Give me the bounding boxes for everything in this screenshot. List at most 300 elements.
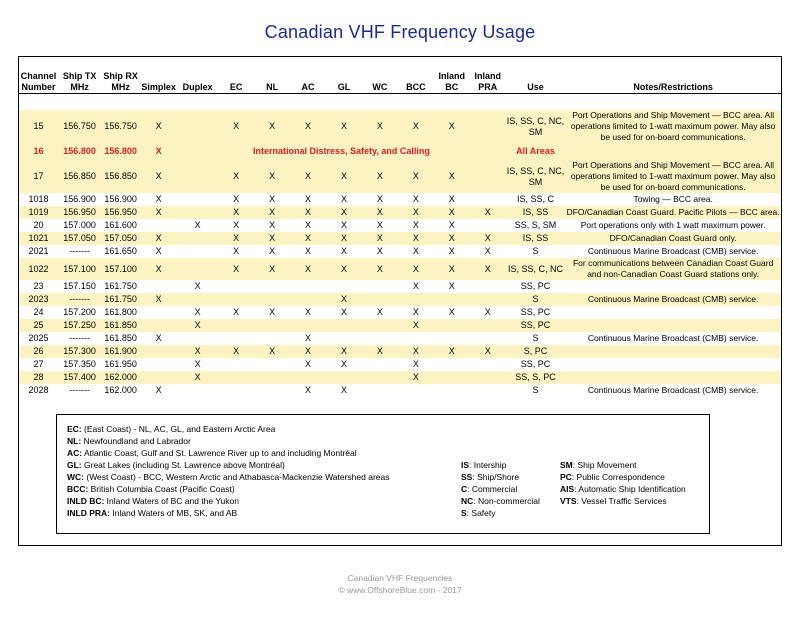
cell-duplex (177, 332, 218, 345)
col-header-ship-tx: Ship TX MHz (58, 67, 101, 94)
cell-ec (218, 280, 254, 293)
legend-text: : Ship/Shore (472, 472, 520, 482)
legend-abbr: IS (461, 460, 470, 470)
table-row (19, 219, 781, 232)
cell-channel: 24 (33, 307, 44, 317)
cell-ec (218, 332, 254, 345)
legend-item (560, 483, 686, 495)
cell-notes: Port operations only with 1 watt maximum power. (580, 220, 766, 230)
table-row (19, 293, 781, 306)
cell-nl: X (254, 160, 290, 193)
cell-gl (326, 371, 362, 384)
table-row (19, 193, 781, 206)
cell-use: IS, SS (506, 232, 566, 245)
table-row (19, 384, 781, 397)
cell-duplex: X (194, 281, 201, 291)
cell-wc (362, 293, 398, 306)
cell-ipra: X (484, 246, 491, 256)
legend-item (560, 459, 686, 471)
cell-wc (362, 384, 398, 397)
cell-ibc: X (448, 281, 455, 291)
legend-item (67, 435, 390, 447)
legend-item (67, 495, 390, 507)
cell-nl: X (269, 194, 276, 204)
table-row (19, 143, 781, 160)
cell-nl: X (269, 246, 276, 256)
cell-notes: Continuous Marine Broadcast (CMB) service. (587, 385, 759, 395)
cell-use: S (532, 333, 539, 343)
legend-abbr: NL: (67, 436, 82, 446)
col-header-wc: WC (362, 67, 398, 94)
cell-ship-rx: 157.050 (101, 232, 140, 245)
cell-simplex: X (140, 258, 177, 280)
legend-text: Newfoundland and Labrador (81, 436, 191, 446)
cell-use: SS, PC (520, 281, 551, 291)
cell-simplex: X (155, 385, 162, 395)
cell-wc (362, 358, 398, 371)
cell-simplex: X (140, 206, 177, 219)
cell-channel: 26 (19, 345, 58, 358)
cell-ipra: X (470, 345, 506, 358)
cell-nl (254, 319, 290, 332)
cell-duplex (177, 245, 218, 258)
cell-channel: 1021 (19, 232, 58, 245)
cell-nl (254, 332, 290, 345)
col-header-inland-bc: Inland BC (434, 67, 470, 94)
col-header-ec: EC (218, 67, 254, 94)
legend-areas (67, 423, 390, 519)
cell-notes (565, 280, 781, 293)
col-header-ac: AC (290, 67, 326, 94)
cell-wc: X (362, 345, 398, 358)
cell-duplex (177, 193, 218, 206)
cell-simplex: X (155, 333, 162, 343)
cell-bcc (398, 384, 434, 397)
cell-duplex (177, 206, 218, 219)
cell-distress-span: International Distress, Safety, and Calling (177, 143, 506, 160)
cell-ac: X (290, 345, 326, 358)
cell-ship-tx: 156.800 (58, 143, 101, 160)
cell-ac (290, 371, 326, 384)
cell-ipra: X (470, 232, 506, 245)
cell-simplex: X (140, 143, 177, 160)
legend-text: : Vessel Traffic Services (576, 496, 667, 506)
cell-simplex: X (155, 194, 162, 204)
cell-gl: X (340, 307, 347, 317)
legend-abbr: VTS (560, 496, 577, 506)
cell-bcc: X (412, 246, 419, 256)
cell-duplex (177, 160, 218, 193)
cell-ship-rx: 161.900 (101, 345, 140, 358)
table-row (19, 319, 781, 332)
cell-ibc (434, 319, 470, 332)
cell-ibc (434, 384, 470, 397)
cell-ibc: X (434, 206, 470, 219)
cell-ec: X (233, 220, 240, 230)
cell-simplex: X (140, 160, 177, 193)
col-header-ship-rx: Ship RX MHz (101, 67, 140, 94)
legend-abbr: EC: (67, 424, 82, 434)
cell-channel: 28 (19, 371, 58, 384)
cell-wc: X (376, 246, 383, 256)
cell-ibc (434, 332, 470, 345)
cell-ship-tx: 157.400 (58, 371, 101, 384)
cell-ship-tx: 156.750 (58, 110, 101, 143)
cell-ship-rx: 156.900 (104, 194, 137, 204)
cell-duplex (177, 293, 218, 306)
cell-channel: 2021 (28, 246, 49, 256)
col-header-simplex: Simplex (140, 67, 177, 94)
cell-use: IS, SS (506, 206, 566, 219)
cell-use: S (506, 293, 566, 306)
cell-notes (565, 358, 781, 371)
legend-abbr: AC: (67, 448, 83, 458)
cell-ibc (434, 371, 470, 384)
cell-ship-tx: 157.200 (63, 307, 96, 317)
cell-ship-tx: 157.350 (63, 359, 96, 369)
cell-gl: X (326, 258, 362, 280)
page-title: Canadian VHF Frequency Usage (264, 22, 536, 42)
cell-ipra (470, 293, 506, 306)
cell-nl: X (254, 232, 290, 245)
col-header-bcc: BCC (398, 67, 434, 94)
legend-abbr: SS (461, 472, 473, 482)
cell-channel: 1022 (19, 258, 58, 280)
cell-ship-tx: ------- (58, 293, 101, 306)
cell-gl: X (326, 110, 362, 143)
table-header-row (19, 67, 781, 94)
cell-ac: X (290, 258, 326, 280)
cell-duplex (177, 110, 218, 143)
cell-notes (565, 371, 781, 384)
cell-notes: DFO/Canadian Coast Guard. Pacific Pilots — BCC area. (566, 207, 780, 217)
cell-nl: X (254, 345, 290, 358)
legend-abbr: AIS (560, 484, 575, 494)
cell-ipra: X (470, 206, 506, 219)
legend-item (461, 495, 540, 507)
cell-duplex: X (194, 359, 201, 369)
cell-ship-tx: 157.100 (58, 258, 101, 280)
cell-notes: Port Operations and Ship Movement — BCC area. All operations limited to 1-watt maximum power. May also be used for on-board communications. (565, 110, 781, 143)
cell-bcc: X (412, 281, 419, 291)
cell-nl: X (254, 258, 290, 280)
legend-abbr: S (461, 508, 467, 518)
cell-bcc: X (412, 220, 419, 230)
legend-abbr: WC: (67, 472, 84, 482)
cell-simplex: X (140, 232, 177, 245)
legend-uses-left (461, 459, 540, 519)
legend-abbr: SM (560, 460, 573, 470)
cell-simplex (140, 371, 177, 384)
cell-ec (218, 371, 254, 384)
cell-bcc: X (398, 258, 434, 280)
legend-item (67, 423, 390, 435)
legend-item (560, 471, 686, 483)
legend-item (67, 471, 390, 483)
cell-use: SS, PC (506, 319, 566, 332)
legend-item (461, 471, 540, 483)
cell-ibc: X (434, 110, 470, 143)
cell-notes: Towing — BCC area. (633, 194, 713, 204)
cell-ship-rx: 162.000 (104, 385, 137, 395)
cell-ec: X (218, 110, 254, 143)
cell-ship-rx: 161.800 (104, 307, 137, 317)
cell-simplex: X (140, 110, 177, 143)
cell-ipra: X (484, 307, 491, 317)
cell-ec: X (233, 194, 240, 204)
cell-channel: 23 (33, 281, 44, 291)
footer-copyright: © www.OffshoreBlue.com - 2017 (338, 585, 462, 595)
cell-ibc: X (434, 258, 470, 280)
legend-abbr: PC (560, 472, 572, 482)
cell-duplex (177, 258, 218, 280)
cell-duplex: X (194, 307, 201, 317)
legend-item (461, 459, 540, 471)
legend-item (67, 507, 390, 519)
cell-ibc (434, 293, 470, 306)
cell-wc: X (362, 110, 398, 143)
cell-ibc: X (448, 246, 455, 256)
cell-ibc: X (434, 232, 470, 245)
cell-ibc: X (448, 307, 455, 317)
cell-notes: Continuous Marine Broadcast (CMB) service. (587, 333, 759, 343)
cell-wc: X (362, 258, 398, 280)
cell-ac: X (290, 110, 326, 143)
cell-channel: 27 (33, 359, 44, 369)
cell-use: IS, SS, C (516, 194, 554, 204)
cell-gl: X (340, 385, 347, 395)
cell-wc (362, 319, 398, 332)
legend-abbr: NC (461, 496, 474, 506)
cell-channel: 16 (19, 143, 58, 160)
cell-use: S (532, 246, 539, 256)
cell-wc: X (362, 232, 398, 245)
cell-simplex (140, 280, 177, 293)
cell-gl: X (326, 293, 362, 306)
cell-use: SS, PC (520, 307, 551, 317)
cell-nl (254, 358, 290, 371)
cell-ipra (470, 371, 506, 384)
legend-text: (East Coast) - NL, AC, GL, and Eastern Arctic Area (81, 424, 276, 434)
legend-text: (West Coast) - BCC, Western Arctic and Athabasca-Mackenzie Watershed areas (84, 472, 390, 482)
cell-ec (218, 293, 254, 306)
cell-ship-rx: 156.850 (101, 160, 140, 193)
table-row (19, 345, 781, 358)
cell-ipra (470, 280, 506, 293)
spacer-row (19, 94, 781, 111)
table-row (19, 206, 781, 219)
cell-ibc: X (448, 220, 455, 230)
legend-abbr: BCC: (67, 484, 89, 494)
cell-simplex (140, 345, 177, 358)
cell-ec: X (233, 246, 240, 256)
legend-item (560, 495, 686, 507)
cell-ship-rx: 162.000 (101, 371, 140, 384)
cell-duplex (177, 384, 218, 397)
col-header-channel: Channel Number (19, 67, 58, 94)
cell-ship-rx: 161.850 (104, 333, 137, 343)
cell-gl: X (340, 194, 347, 204)
cell-ibc: X (434, 160, 470, 193)
cell-nl: X (269, 220, 276, 230)
cell-gl (326, 332, 362, 345)
legend-text: Great Lakes (including St. Lawrence above Montréal) (81, 460, 285, 470)
legend-text: : Automatic Ship Identification (574, 484, 686, 494)
cell-ac (290, 319, 326, 332)
cell-ship-rx: 156.750 (101, 110, 140, 143)
legend-text: : Commercial (467, 484, 518, 494)
cell-use: SS, S, SM (514, 220, 557, 230)
cell-bcc: X (398, 110, 434, 143)
legend-abbr: C (461, 484, 468, 494)
cell-nl: X (254, 206, 290, 219)
cell-notes (565, 345, 781, 358)
cell-gl (326, 319, 362, 332)
legend-box (56, 414, 710, 534)
cell-bcc: X (412, 359, 419, 369)
cell-ipra (470, 160, 506, 193)
cell-use: All Areas (506, 143, 566, 160)
cell-ship-rx: 161.850 (101, 319, 140, 332)
cell-use: SS, PC (520, 359, 551, 369)
cell-ship-tx: ------- (69, 246, 91, 256)
cell-ipra (470, 384, 506, 397)
col-header-inland-pra: Inland PRA (470, 67, 506, 94)
cell-ec: X (218, 160, 254, 193)
cell-ship-rx: 157.100 (101, 258, 140, 280)
cell-ac: X (305, 333, 312, 343)
cell-nl: X (269, 307, 276, 317)
cell-channel: 17 (19, 160, 58, 193)
cell-channel: 2025 (28, 333, 49, 343)
cell-use: S, PC (506, 345, 566, 358)
cell-duplex: X (177, 319, 218, 332)
cell-ec: X (233, 307, 240, 317)
cell-channel: 2028 (28, 385, 49, 395)
footer (0, 572, 800, 596)
cell-ipra (470, 193, 506, 206)
table-row (19, 245, 781, 258)
legend-text: : Intership (469, 460, 507, 470)
table-row (19, 306, 781, 319)
cell-ship-rx: 161.750 (104, 281, 137, 291)
cell-bcc (398, 293, 434, 306)
legend-abbr: GL: (67, 460, 82, 470)
col-header-duplex: Duplex (177, 67, 218, 94)
cell-ec: X (218, 206, 254, 219)
cell-ship-rx: 156.800 (101, 143, 140, 160)
cell-ac: X (290, 160, 326, 193)
cell-ec (218, 358, 254, 371)
cell-duplex: X (177, 345, 218, 358)
cell-notes (565, 319, 781, 332)
cell-ibc: X (434, 345, 470, 358)
cell-notes: Continuous Marine Broadcast (CMB) service. (587, 246, 759, 256)
cell-nl (254, 293, 290, 306)
cell-notes (565, 143, 781, 160)
legend-item (461, 483, 540, 495)
cell-ship-rx: 161.650 (104, 246, 137, 256)
cell-ship-rx: 161.600 (104, 220, 137, 230)
cell-bcc: X (398, 371, 434, 384)
cell-ship-tx: 157.150 (63, 281, 96, 291)
legend-item (67, 459, 390, 471)
cell-ipra: X (470, 258, 506, 280)
cell-gl: X (326, 345, 362, 358)
cell-gl: X (326, 160, 362, 193)
cell-wc: X (362, 206, 398, 219)
cell-ac (290, 280, 326, 293)
table-row (19, 232, 781, 245)
legend-abbr: INLD BC: (67, 496, 105, 506)
cell-ipra (470, 319, 506, 332)
cell-gl: X (326, 206, 362, 219)
frequency-table (19, 67, 781, 397)
cell-ship-tx: ------- (69, 385, 91, 395)
cell-ipra (470, 358, 506, 371)
legend-item (461, 507, 540, 519)
legend-text: : Safety (466, 508, 496, 518)
cell-ship-tx: 156.950 (58, 206, 101, 219)
cell-wc: X (376, 220, 383, 230)
cell-ac: X (290, 206, 326, 219)
cell-notes: For communications between Canadian Coast Guard and non-Canadian Coast Guard stations only. (565, 258, 781, 280)
cell-use: SS, S, PC (506, 371, 566, 384)
cell-ship-tx: 156.850 (58, 160, 101, 193)
cell-ipra (470, 332, 506, 345)
cell-ac (290, 293, 326, 306)
cell-bcc: X (398, 319, 434, 332)
legend-text: : Non-commercial (473, 496, 540, 506)
cell-notes: DFO/Canadian Coast Guard only. (565, 232, 781, 245)
legend-text: : Ship Movement (572, 460, 637, 470)
legend-text: Inland Waters of MB, SK, and AB (109, 508, 238, 518)
cell-wc (362, 371, 398, 384)
cell-wc (362, 280, 398, 293)
cell-nl (254, 280, 290, 293)
cell-simplex (140, 306, 177, 319)
cell-ship-tx: 156.900 (63, 194, 96, 204)
cell-ipra (470, 110, 506, 143)
cell-channel: 25 (19, 319, 58, 332)
cell-ibc (434, 358, 470, 371)
legend-abbr: INLD PRA: (67, 508, 110, 518)
cell-bcc: X (412, 307, 419, 317)
cell-nl (254, 384, 290, 397)
cell-wc: X (376, 307, 383, 317)
cell-notes: Continuous Marine Broadcast (CMB) service. (565, 293, 781, 306)
table-row (19, 371, 781, 384)
table-row (19, 358, 781, 371)
cell-channel: 2023 (19, 293, 58, 306)
cell-channel: 20 (33, 220, 44, 230)
cell-ship-rx: 161.950 (104, 359, 137, 369)
cell-ac: X (305, 307, 312, 317)
cell-channel: 15 (19, 110, 58, 143)
legend-item (67, 447, 390, 459)
cell-use: S (532, 385, 539, 395)
cell-channel: 1019 (19, 206, 58, 219)
cell-simplex (140, 219, 177, 232)
cell-ibc: X (448, 194, 455, 204)
cell-bcc: X (398, 232, 434, 245)
cell-gl: X (340, 246, 347, 256)
cell-bcc: X (398, 206, 434, 219)
cell-duplex: X (177, 371, 218, 384)
col-header-notes: Notes/Restrictions (565, 67, 781, 94)
cell-ship-tx: 157.300 (58, 345, 101, 358)
cell-gl: X (340, 220, 347, 230)
